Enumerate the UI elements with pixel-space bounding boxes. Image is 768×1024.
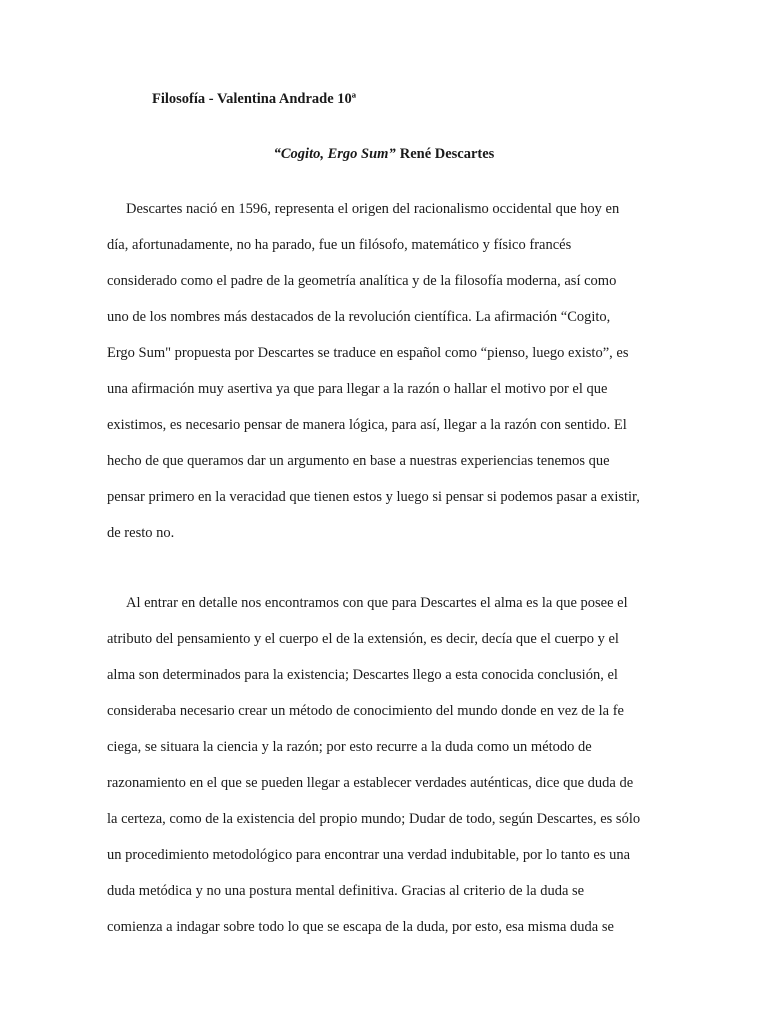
paragraph-line: existimos, es necesario pensar de manera lógica, para así, llegar a la razón con sentido. El xyxy=(107,417,627,433)
paragraph-line: razonamiento en el que se pueden llegar a establecer verdades auténticas, dice que duda de xyxy=(107,775,634,791)
paragraph-line: de resto no. xyxy=(107,525,175,541)
paragraph-line: uno de los nombres más destacados de la revolución científica. La afirmación “Cogito, xyxy=(107,309,611,325)
title-author: René Descartes xyxy=(399,146,495,162)
paragraph-2 xyxy=(107,585,667,945)
paragraph-line: día, afortunadamente, no ha parado, fue un filósofo, matemático y físico francés xyxy=(107,237,572,253)
essay-title xyxy=(0,146,768,163)
paragraph-line: la certeza, como de la existencia del propio mundo; Dudar de todo, según Descartes, es sólo xyxy=(107,811,641,827)
paragraph-line: una afirmación muy asertiva ya que para llegar a la razón o hallar el motivo por el que xyxy=(107,381,608,397)
paragraph-line: pensar primero en la veracidad que tienen estos y luego si pensar si podemos pasar a existir, xyxy=(107,489,640,505)
paragraph-line: un procedimiento metodológico para encontrar una verdad indubitable, por lo tanto es una xyxy=(107,847,631,863)
paragraph-line: Ergo Sum" propuesta por Descartes se traduce en español como “pienso, luego existo”, es xyxy=(107,345,629,361)
paragraph-line: hecho de que queramos dar un argumento en base a nuestras experiencias tenemos que xyxy=(107,453,610,469)
paragraph-line: Al entrar en detalle nos encontramos con que para Descartes el alma es la que posee el xyxy=(126,595,628,611)
paragraph-line: consideraba necesario crear un método de conocimiento del mundo donde en vez de la fe xyxy=(107,703,624,719)
paragraph-line: considerado como el padre de la geometría analítica y de la filosofía moderna, así como xyxy=(107,273,617,289)
paragraph-line: comienza a indagar sobre todo lo que se escapa de la duda, por esto, esa misma duda se xyxy=(107,919,614,935)
paragraph-line: atributo del pensamiento y el cuerpo el de la extensión, es decir, decía que el cuerpo y el xyxy=(107,631,619,647)
title-quote: “Cogito, Ergo Sum” xyxy=(273,146,396,162)
paragraph-1 xyxy=(107,191,667,551)
paragraph-line: duda metódica y no una postura mental definitiva. Gracias al criterio de la duda se xyxy=(107,883,585,899)
paragraph-line: alma son determinados para la existencia; Descartes llego a esta conocida conclusión, el xyxy=(107,667,618,683)
paragraph-line: Descartes nació en 1596, representa el origen del racionalismo occidental que hoy en xyxy=(126,201,620,217)
document-heading: Filosofía - Valentina Andrade 10ª xyxy=(152,91,357,107)
paragraph-line: ciega, se situara la ciencia y la razón; por esto recurre a la duda como un método de xyxy=(107,739,592,755)
